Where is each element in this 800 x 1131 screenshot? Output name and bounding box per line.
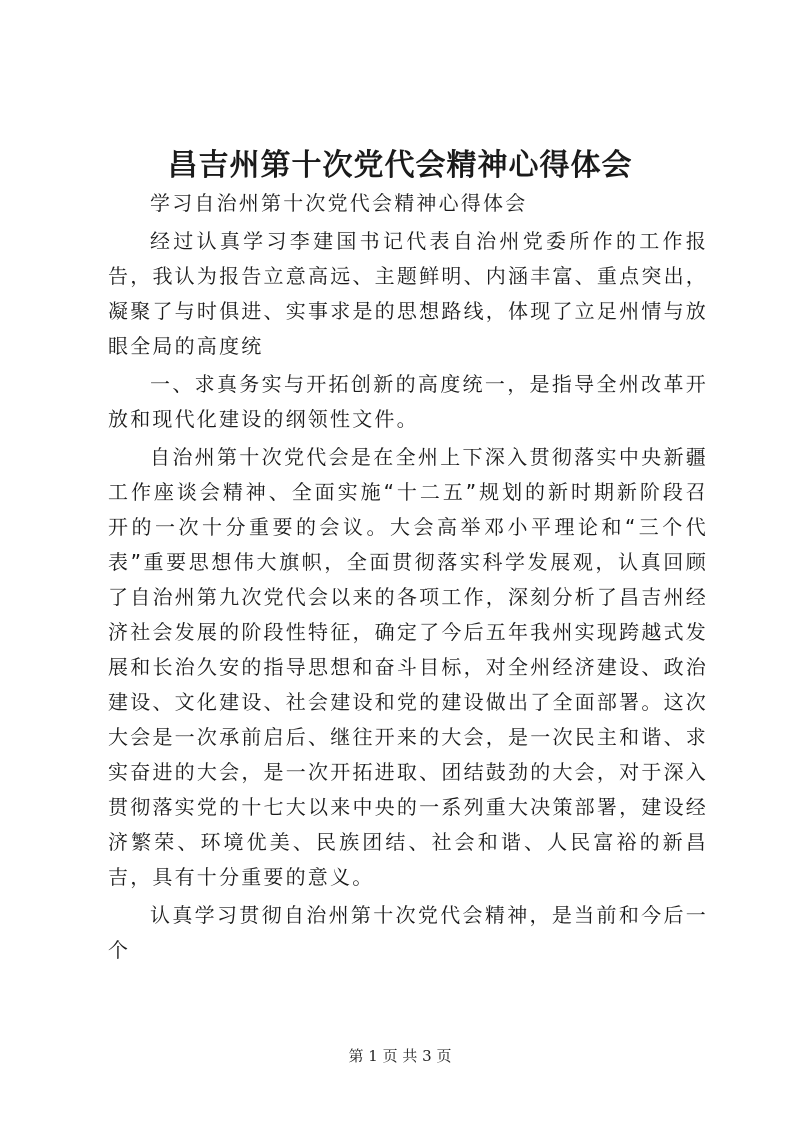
document-body (108, 186, 708, 971)
document-title: 昌吉州第十次党代会精神心得体会 (167, 148, 633, 183)
page-footer: 第 1 页 共 3 页 (348, 1047, 452, 1065)
paragraph-continuation: 认真学习贯彻自治州第十次党代会精神，是当前和今后一个 (108, 903, 708, 962)
paragraph-section-one: 一、求真务实与开拓创新的高度统一，是指导全州改革开放和现代化建设的纲领性文件。 (108, 372, 708, 431)
paragraph-intro: 经过认真学习李建国书记代表自治州党委所作的工作报告，我认为报告立意高远、主题鲜明、内涵丰富、重点突出，凝聚了与时俱进、实事求是的思想路线，体现了立足州情与放眼全局的高度统 (108, 229, 708, 358)
paragraph-congress-summary: 自治州第十次党代会是在全州上下深入贯彻落实中央新疆工作座谈会精神、全面实施“十二五”规划的新时期新阶段召开的一次十分重要的会议。大会高举邓小平理论和“三个代表”重要思想伟大旗帜，全面贯彻落实科学发展观，认真回顾了自治州第九次党代会以来的各项工作，深刻分析了昌吉州经济社会发展的阶段性特征，确定了今后五年我州实现跨越式发展和长治久安的指导思想和奋斗目标，对全州经济建设、政治建设、文化建设、社会建设和党的建设做出了全面部署。这次大会是一次承前启后、继往开来的大会，是一次民主和谐、求实奋进的大会，是一次开拓进取、团结鼓劲的大会，对于深入贯彻落实党的十七大以来中央的一系列重大决策部署，建设经济繁荣、环境优美、民族团结、社会和谐、人民富裕的新昌吉，具有十分重要的意义。 (108, 445, 708, 889)
paragraph-subtitle: 学习自治州第十次党代会精神心得体会 (150, 191, 528, 215)
